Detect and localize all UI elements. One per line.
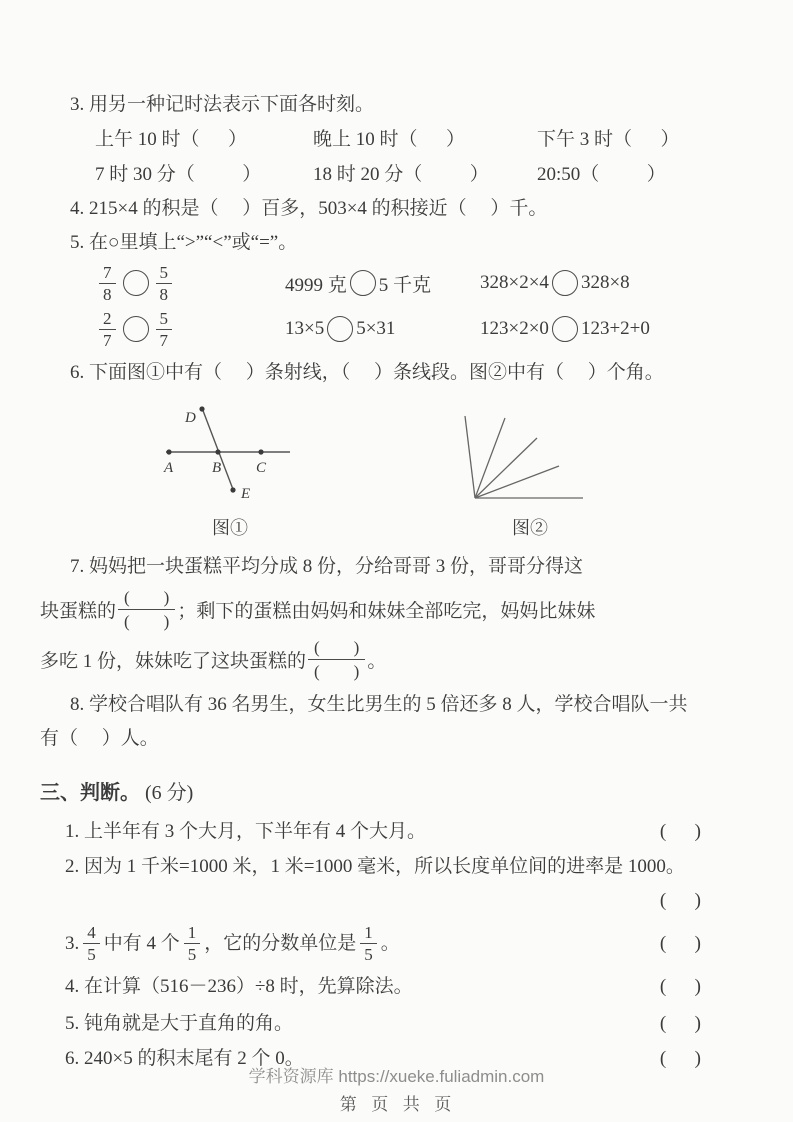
compare-circle-blank (123, 316, 149, 342)
answer-blank: ( ) (659, 1048, 701, 1069)
section-3-heading (40, 772, 733, 814)
figure-2-caption: 图② (512, 518, 548, 538)
judge-item-5: 5. 钝角就是大于直角的角。 ( ) (40, 1006, 733, 1041)
section-3-score: (6 分) (145, 782, 194, 804)
time-blank: 晚上 10 时（ ） (313, 129, 466, 150)
comparison-item: 4999 克 5 千克 (285, 270, 480, 297)
time-blank: 18 时 20 分（ ） (313, 164, 489, 185)
point-label-c: C (256, 460, 267, 476)
comparison-item: 123×2×0 123+2+0 (480, 316, 650, 342)
fraction-blank: $\frac{( )}{( )}$ (308, 639, 365, 680)
comparison-item: 13×5 5×31 (285, 316, 480, 342)
fraction-blank: $\frac{( )}{( )}$ (118, 589, 175, 630)
figure-1-lines-diagram (135, 400, 325, 540)
point-label-e: E (241, 486, 251, 502)
fraction: $\frac{5}{8}$ (156, 263, 173, 304)
footer-page-number: 第 页 共 页 (339, 1095, 454, 1114)
question-8-line-2: 有（ ）人。 (40, 728, 159, 749)
compare-circle-blank (552, 270, 578, 296)
question-4: 4. 215×4 的积是（ ）百多，503×4 的积接近（ ）千。 (70, 198, 548, 219)
judge-item-1: 1. 上半年有 3 个大月，下半年有 4 个大月。 ( ) (40, 814, 733, 849)
figure-2-angles-diagram (435, 400, 625, 540)
point-label-d: D (185, 410, 196, 426)
fraction: $\frac{1}{5}$ (184, 923, 201, 964)
answer-blank: ( ) (659, 1013, 701, 1034)
time-blank: 7 时 30 分（ ） (95, 164, 262, 185)
section-3-title: 三、判断。 (40, 782, 140, 804)
point-label-b: B (212, 460, 222, 476)
comparison-item (95, 309, 285, 350)
question-7-line-1: 7. 妈妈把一块蛋糕平均分成 8 份，分给哥哥 3 份，哥哥分得这 (70, 556, 584, 577)
question-6-figures (40, 400, 733, 540)
figure-1-caption: 图① (212, 518, 248, 538)
question-5-row-2 (40, 306, 733, 352)
question-5-row-1 (40, 260, 733, 306)
time-blank: 上午 10 时（ ） (95, 129, 248, 150)
question-3-row-2 (40, 157, 733, 192)
answer-blank: ( ) (659, 932, 701, 954)
judge-item-4: 4. 在计算（516－236）÷8 时，先算除法。 ( ) (40, 968, 733, 1006)
question-6-stem: 6. 下面图①中有（ ）条射线，（ ）条线段。图②中有（ ）个角。 (70, 362, 664, 383)
fraction: $\frac{7}{8}$ (99, 263, 116, 304)
comparison-item: 328×2×4 328×8 (480, 270, 630, 296)
question-5-stem: 5. 在○里填上“>”“<”或“=”。 (70, 232, 298, 253)
question-3-stem: 3. 用另一种记时法表示下面各时刻。 (70, 94, 375, 115)
fraction: $\frac{1}{5}$ (360, 923, 377, 964)
figure-1-svg (135, 400, 325, 512)
compare-circle-blank (123, 270, 149, 296)
fraction: $\frac{4}{5}$ (83, 923, 100, 964)
point-label-a: A (164, 460, 174, 476)
question-7-line-3: 多吃 1 份，妹妹吃了这块蛋糕的 $\frac{( )}{( )}$ 。 (40, 637, 387, 681)
question-3-row-1 (40, 122, 733, 157)
footer-watermark-url: 学科资源库 https://xueke.fuliadmin.com (248, 1067, 545, 1086)
fraction: $\frac{5}{7}$ (156, 309, 173, 350)
judge-item-2: 2. 因为 1 千米=1000 米，1 米=1000 毫米，所以长度单位间的进率是 1000。 (65, 856, 685, 877)
comparison-item (95, 263, 285, 304)
judge-item-2-answer: ( ) (659, 890, 701, 911)
question-7-line-2: 块蛋糕的 $\frac{( )}{( )}$ ；剩下的蛋糕由妈妈和妹妹全部吃完，妈妈比妹妹 (40, 587, 596, 631)
compare-circle-blank (350, 270, 376, 296)
question-8-line-1: 8. 学校合唱队有 36 名男生，女生比男生的 5 倍还多 8 人，学校合唱队一共 (70, 694, 688, 715)
time-blank: 20:50（ ） (537, 164, 666, 185)
judge-item-6: 6. 240×5 的积末尾有 2 个 0。 ( ) (40, 1041, 733, 1076)
answer-blank: ( ) (659, 821, 701, 842)
figure-2-svg (435, 400, 625, 512)
compare-circle-blank (552, 316, 578, 342)
compare-circle-blank (327, 316, 353, 342)
judge-item-3: 3. $\frac{4}{5}$ 中有 4 个 $\frac{1}{5}$ ，它的分数单位是 $\frac{1}{5}$ 。 ( ) (65, 922, 701, 964)
time-blank: 下午 3 时（ ） (537, 129, 680, 150)
answer-blank: ( ) (659, 976, 701, 997)
fraction: $\frac{2}{7}$ (99, 309, 116, 350)
